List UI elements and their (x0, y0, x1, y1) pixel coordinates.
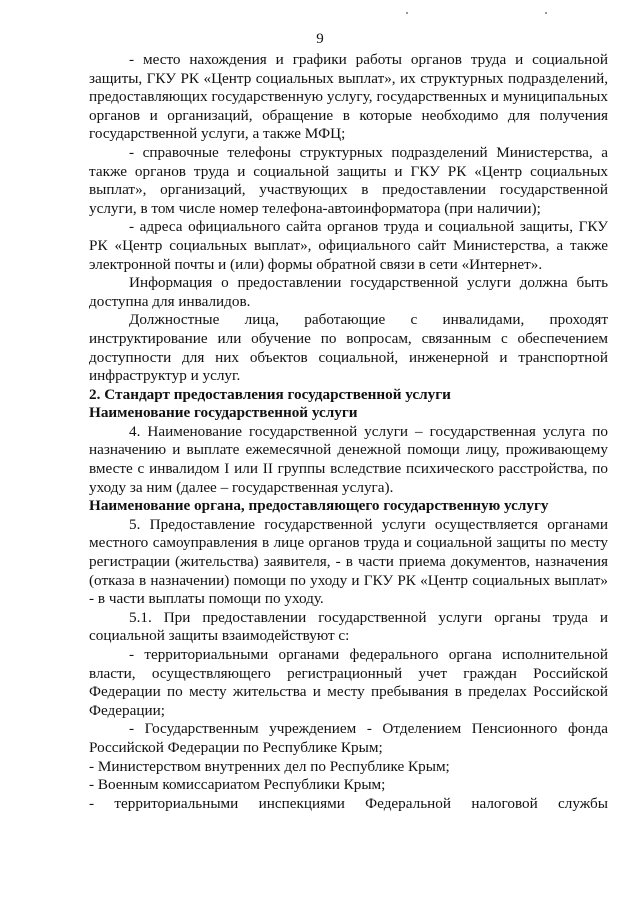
document-body (89, 51, 608, 813)
paragraph: - адреса официального сайта органов труда и социальной защиты, ГКУ РК «Центр социальных выплат», официального сайт Министерства, а также электронной почты и (или) формы обратной связи в сети «Интернет». (89, 218, 608, 273)
list-item: - Военным комиссариатом Республики Крым; (89, 776, 386, 794)
subheading-organ: Наименование органа, предоставляющего государственную услугу (89, 497, 549, 515)
scan-speck (406, 12, 408, 14)
list-item: - Государственным учреждением - Отделением Пенсионного фонда Российской Федерации по Республике Крым; (89, 720, 608, 756)
list-item: - территориальными инспекциями Федеральной налоговой службы (89, 794, 608, 812)
subheading-service-name: Наименование государственной услуги (89, 404, 358, 422)
paragraph: 5. Предоставление государственной услуги осуществляется органами местного самоуправления в лице органов труда и социальной защиты по месту регистрации (жительства) заявителя, - в части приема документов, назначения (отказа в назначении) помощи по уходу и ГКУ РК «Центр социальных выплат» - в части выплаты помощи по уходу. (89, 515, 608, 608)
page-number: 9 (316, 31, 324, 47)
list-item: - Министерством внутренних дел по Республике Крым; (89, 757, 450, 775)
scan-speck (545, 12, 547, 14)
paragraph: 4. Наименование государственной услуги – государственная услуга по назначению и выплате ежемесячной денежной помощи лицу, проживающему вместе с инвалидом I или II группы вследствие психического расстройства, по уходу за ним (далее – государственная услуга). (89, 422, 608, 496)
paragraph: 5.1. При предоставлении государственной услуги органы труда и социальной защиты взаимодействуют с: (89, 608, 608, 645)
paragraph: Информация о предоставлении государственной услуги должна быть доступна для инвалидов. (89, 274, 608, 310)
section-heading: 2. Стандарт предоставления государственной услуги (89, 385, 451, 403)
paragraph: Должностные лица, работающие с инвалидами, проходят инструктирование или обучение по вопросам, связанным с обеспечением доступности для них объектов социальной, инженерной и транспортной инфраструктур и услуг. (89, 311, 608, 385)
list-item: - территориальными органами федерального органа исполнительной власти, осуществляющего регистрационный учет граждан Российской Федерации по месту жительства и месту пребывания в пределах Российской Федерации; (89, 646, 608, 719)
paragraph: - место нахождения и графики работы органов труда и социальной защиты, ГКУ РК «Центр социальных выплат», их структурных подразделений, предоставляющих государственную услугу, государственных и муниципальных органов и организаций, обращение в которые необходимо для получения государственной услуги, а также МФЦ; (89, 51, 608, 143)
paragraph: - справочные телефоны структурных подразделений Министерства, а также органов труда и социальной защиты и ГКУ РК «Центр социальных выплат», организаций, участвующих в предоставлении государственной услуги, в том числе номер телефона-автоинформатора (при наличии); (89, 143, 608, 217)
